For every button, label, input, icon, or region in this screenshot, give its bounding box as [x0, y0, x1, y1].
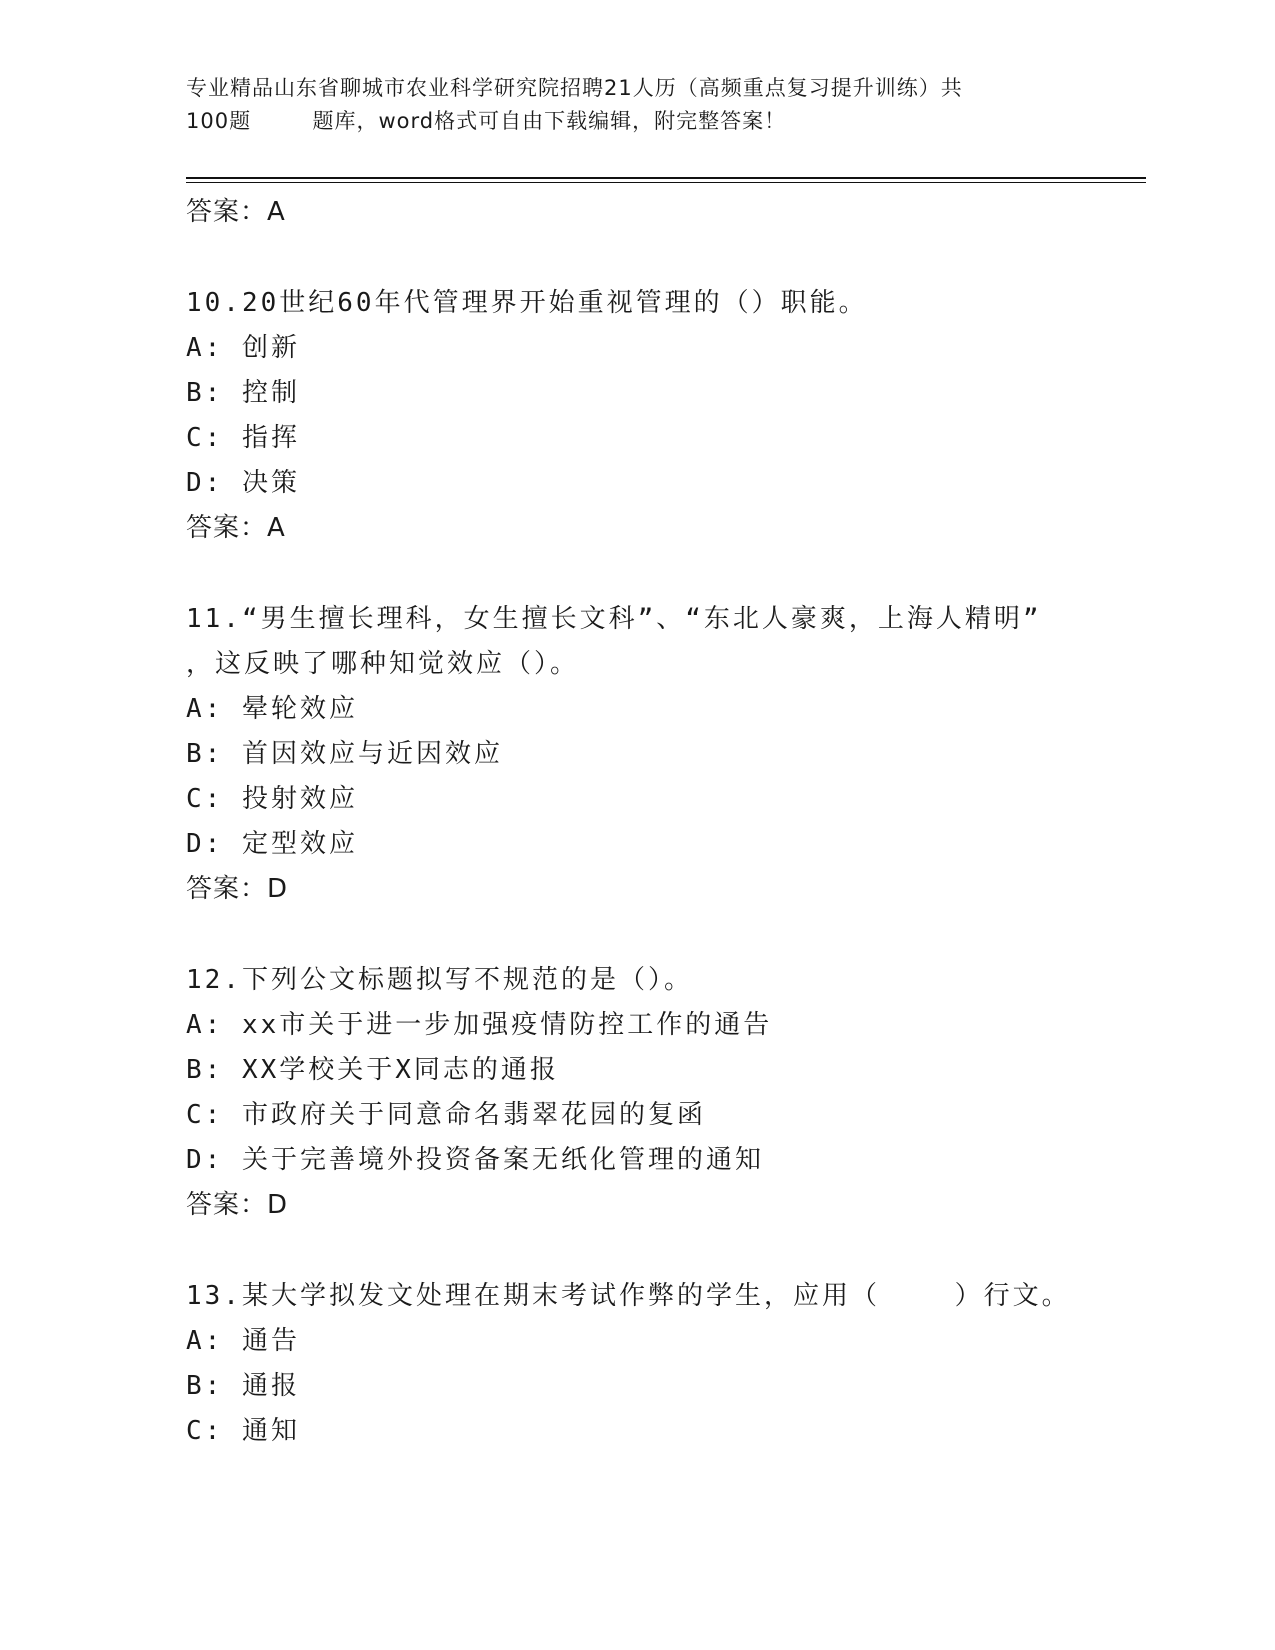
spacer — [186, 912, 1146, 958]
option-b: B: 通报 — [186, 1371, 300, 1401]
question-stem: 12.下列公文标题拟写不规范的是（）。 — [186, 965, 693, 995]
answer-line: 答案：D — [186, 1190, 289, 1220]
option-a: A: 晕轮效应 — [186, 694, 358, 724]
question-stem-continued: ，这反映了哪种知觉效应（）。 — [186, 649, 580, 679]
option-d: D: 关于完善境外投资备案无纸化管理的通知 — [186, 1145, 764, 1175]
question-list — [186, 190, 1146, 1454]
option-a: A: 创新 — [186, 333, 300, 363]
question-stem: 13.某大学拟发文处理在期末考试作弊的学生，应用（ ）行文。 — [186, 1281, 1071, 1311]
spacer — [186, 235, 1146, 281]
option-d: D: 定型效应 — [186, 829, 358, 859]
question-stem: 11.“男生擅长理科，女生擅长文科”、“东北人豪爽，上海人精明” — [186, 604, 1042, 634]
header-line-2: 100题 题库，word格式可自由下载编辑，附完整答案！ — [186, 109, 787, 133]
option-c: C: 投射效应 — [186, 784, 358, 814]
option-a: A: xx市关于进一步加强疫情防控工作的通告 — [186, 1010, 773, 1040]
question-stem: 10.20世纪60年代管理界开始重视管理的（）职能。 — [186, 288, 868, 318]
answer-line: 答案：D — [186, 874, 289, 904]
spacer — [186, 1228, 1146, 1274]
header-rule-thin — [186, 182, 1146, 183]
answer-line: 答案：A — [186, 197, 286, 227]
document-header — [186, 72, 1146, 138]
option-a: A: 通告 — [186, 1326, 300, 1356]
option-b: B: XX学校关于X同志的通报 — [186, 1055, 559, 1085]
question-12 — [186, 958, 1146, 1228]
option-b: B: 控制 — [186, 378, 300, 408]
option-c: C: 市政府关于同意命名翡翠花园的复函 — [186, 1100, 706, 1130]
option-c: C: 指挥 — [186, 423, 300, 453]
header-line-1: 专业精品山东省聊城市农业科学研究院招聘21人历（高频重点复习提升训练）共 — [186, 76, 963, 100]
option-d: D: 决策 — [186, 468, 300, 498]
option-b: B: 首因效应与近因效应 — [186, 739, 503, 769]
question-11 — [186, 597, 1146, 912]
header-rule-thick — [186, 177, 1146, 179]
option-c: C: 通知 — [186, 1416, 300, 1446]
answer-line: 答案：A — [186, 513, 286, 543]
question-13 — [186, 1274, 1146, 1454]
question-10 — [186, 281, 1146, 551]
spacer — [186, 551, 1146, 597]
